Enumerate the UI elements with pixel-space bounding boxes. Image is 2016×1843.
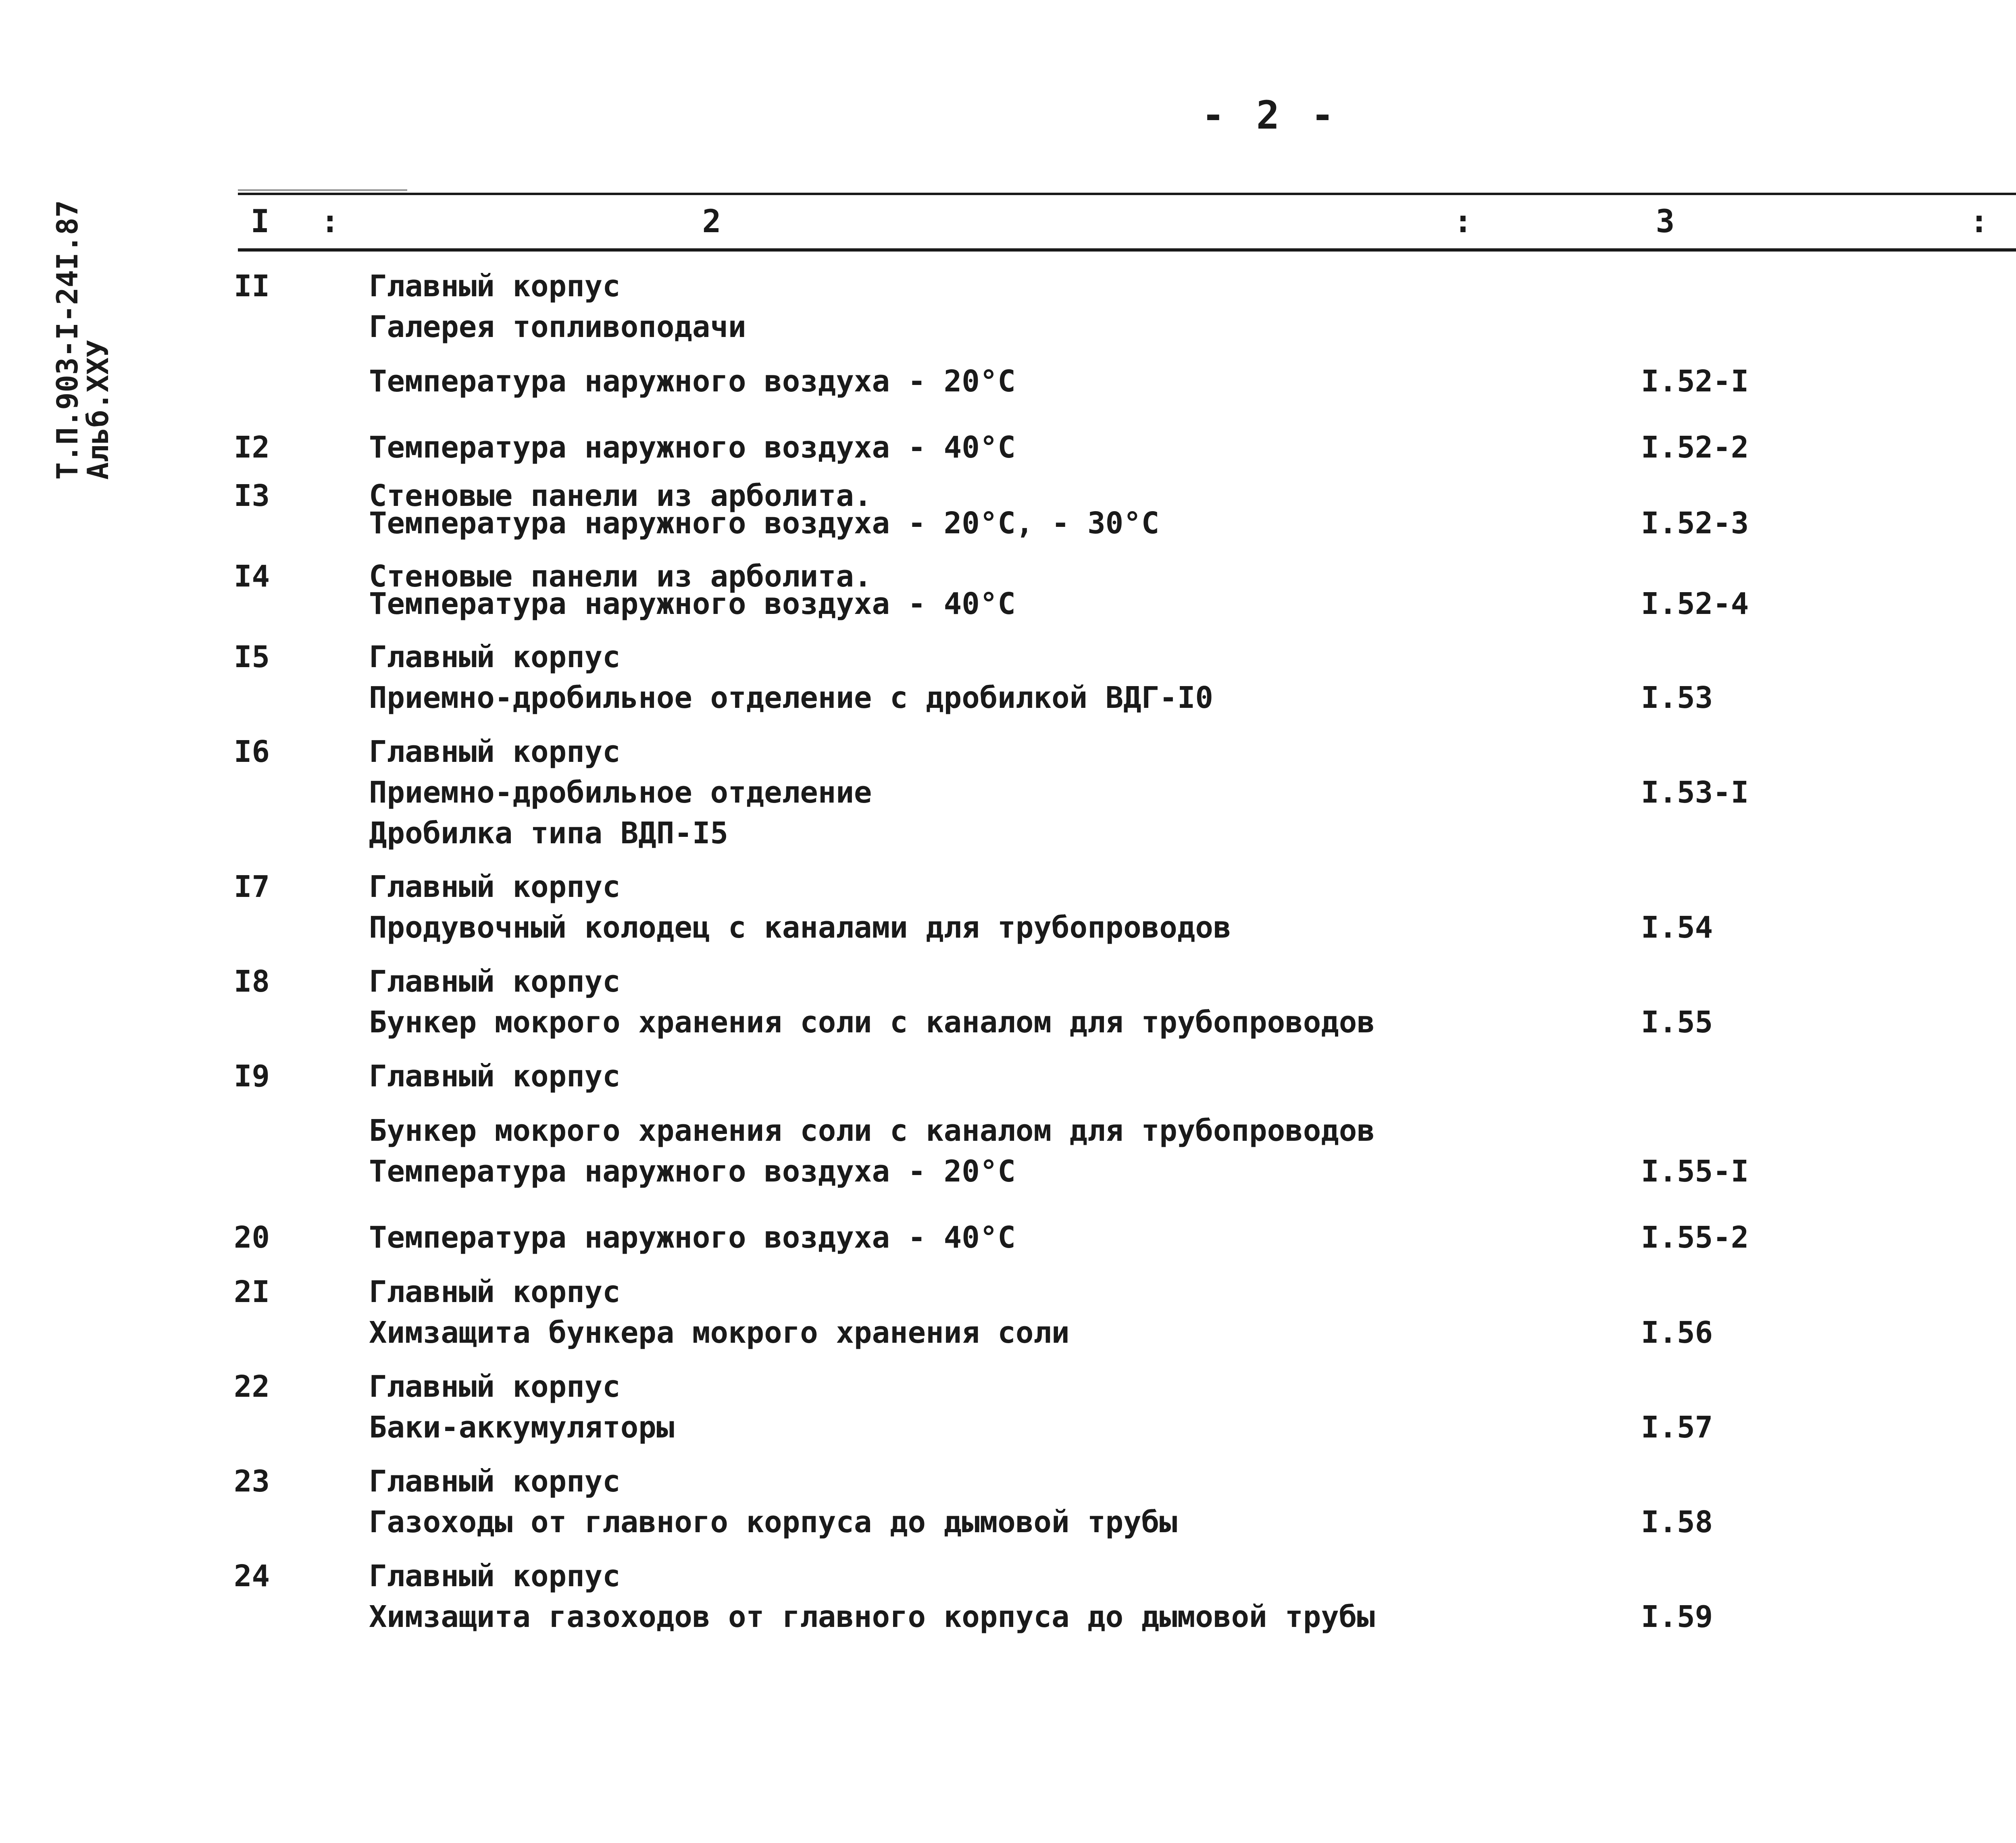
description-line: Газоходы от главного корпуса до дымовой трубы xyxy=(369,1505,1177,1539)
row-description xyxy=(369,427,1016,468)
description-line: Главный корпус xyxy=(369,734,621,769)
side-stamp-project: Т.П.903-I-24I.87 xyxy=(50,200,84,480)
row-number: I5 xyxy=(234,640,270,674)
document-code: I.52-I xyxy=(1641,364,1749,399)
document-code: I.53 xyxy=(1641,680,1713,715)
top-rule-faint xyxy=(238,189,407,191)
row-description xyxy=(369,266,1016,402)
header-col-2: 2 xyxy=(702,204,721,240)
row-number: 23 xyxy=(234,1464,270,1499)
document-code: I.59 xyxy=(1641,1600,1713,1634)
document-code: I.55-I xyxy=(1641,1154,1749,1189)
row-description xyxy=(369,637,1213,718)
row-description xyxy=(369,1272,1070,1353)
description-line: Стеновые панели из арболита. xyxy=(369,559,872,594)
row-number: I3 xyxy=(234,478,270,513)
description-line: Главный корпус xyxy=(369,269,621,304)
row-number: I9 xyxy=(234,1059,270,1094)
row-number: I2 xyxy=(234,430,270,465)
description-line: Температура наружного воздуха - 40°С xyxy=(369,1220,1016,1255)
row-number: 24 xyxy=(234,1559,270,1593)
row-description xyxy=(369,1461,1177,1543)
header-rule-bottom xyxy=(238,248,2016,252)
document-code: I.55 xyxy=(1641,1005,1713,1040)
description-line: Продувочный колодец с каналами для трубопроводов xyxy=(369,910,1231,945)
document-code: I.53-I xyxy=(1641,775,1749,810)
description-line: Баки-аккумуляторы xyxy=(369,1410,675,1445)
side-stamp xyxy=(52,200,113,480)
document-code: I.52-4 xyxy=(1641,587,1749,621)
row-description xyxy=(369,732,872,854)
row-number: I4 xyxy=(234,559,270,594)
description-line: Температура наружного воздуха - 20°С, - 30°С xyxy=(369,506,1160,541)
description-line: Приемно-дробильное отделение xyxy=(369,775,872,810)
row-description xyxy=(369,1367,674,1448)
description-line: Температура наружного воздуха - 20°С xyxy=(369,1154,1016,1189)
row-number: I6 xyxy=(234,734,270,769)
header-col-1: I xyxy=(250,204,270,240)
description-line: Главный корпус xyxy=(369,1059,621,1094)
row-description xyxy=(369,1056,1375,1192)
description-line: Химзащита газоходов от главного корпуса до дымовой трубы xyxy=(369,1600,1375,1634)
header-separator: : xyxy=(321,204,339,240)
document-code: I.55-2 xyxy=(1641,1220,1749,1255)
row-number: I8 xyxy=(234,964,270,999)
description-line: Стеновые панели из арболита. xyxy=(369,478,872,513)
row-number: 2I xyxy=(234,1275,270,1309)
row-number: II xyxy=(234,269,270,304)
description-line: Главный корпус xyxy=(369,1464,621,1499)
description-line: Бункер мокрого хранения соли с каналом для трубопроводов xyxy=(369,1005,1375,1040)
document-code: I.57 xyxy=(1641,1410,1713,1445)
header-col-3: 3 xyxy=(1656,204,1675,240)
document-code: I.52-3 xyxy=(1641,506,1749,541)
header-separator: : xyxy=(1454,204,1472,240)
row-number: 20 xyxy=(234,1220,270,1255)
row-number: I7 xyxy=(234,869,270,904)
description-line: Главный корпус xyxy=(369,1275,621,1309)
document-code: I.58 xyxy=(1641,1505,1713,1539)
header-rule-top xyxy=(238,193,2016,195)
description-line: Главный корпус xyxy=(369,964,621,999)
row-description xyxy=(369,961,1375,1043)
description-line: Главный корпус xyxy=(369,869,621,904)
description-line: Бункер мокрого хранения соли с каналом для трубопроводов xyxy=(369,1113,1375,1148)
row-description xyxy=(369,556,1016,621)
description-line: Температура наружного воздуха - 20°С xyxy=(369,364,1016,399)
description-line: Главный корпус xyxy=(369,640,621,674)
description-line: Галерея топливоподачи xyxy=(369,310,746,344)
row-description xyxy=(369,476,1160,541)
description-line: Главный корпус xyxy=(369,1559,621,1593)
description-line: Температура наружного воздуха - 40°С xyxy=(369,430,1016,465)
document-code: I.54 xyxy=(1641,910,1713,945)
description-line: Главный корпус xyxy=(369,1369,621,1404)
header-separator: : xyxy=(1970,204,1989,240)
description-line: Дробилка типа ВДП-I5 xyxy=(369,816,729,851)
document-code: I.56 xyxy=(1641,1315,1713,1350)
side-stamp-album: Альб.XXУ xyxy=(81,340,115,480)
page-number: - 2 - xyxy=(1202,93,1338,138)
row-description xyxy=(369,1217,1016,1258)
row-number: 22 xyxy=(234,1369,270,1404)
document-code: I.52-2 xyxy=(1641,430,1749,465)
description-line: Температура наружного воздуха - 40°С xyxy=(369,587,1016,621)
row-description xyxy=(369,1556,1375,1637)
description-line: Химзащита бункера мокрого хранения соли xyxy=(369,1315,1070,1350)
row-description xyxy=(369,867,1231,948)
description-line: Приемно-дробильное отделение с дробилкой ВДГ-I0 xyxy=(369,680,1213,715)
